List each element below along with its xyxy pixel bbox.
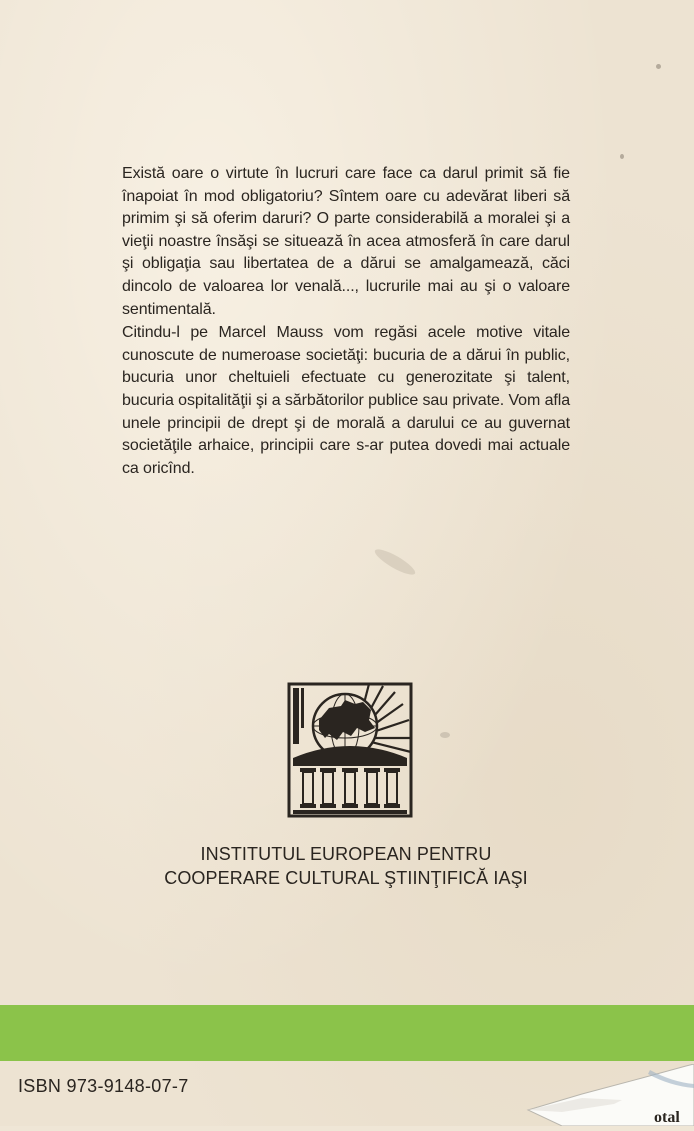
sticker-text: otal [654, 1109, 680, 1126]
europe-globe-temple-logo-icon [285, 680, 415, 820]
paper-speck [656, 64, 661, 69]
publisher-line-2: COOPERARE CULTURAL ŞTIINŢIFICĂ IAŞI [164, 868, 528, 888]
blurb-text [122, 163, 570, 480]
publisher-line-1: INSTITUTUL EUROPEAN PENTRU [200, 844, 492, 864]
blurb-paragraph-2: Citindu-l pe Marcel Mauss vom regăsi acele motive vitale cunoscute de numeroase societăţi: bucuria de a dărui în public, bucuria unor cheltuieli efectuate cu generozitate şi talent, bucuria ospitalităţii şi a sărbătorilor publice sau private. Vom afla unele principii de drept şi de morală a darului ce au guvernat societăţile arhaice, principii care s-ar putea dovedi mai actuale ca oricînd. [122, 324, 570, 477]
price-sticker-fragment [522, 1064, 694, 1126]
paper-speck [440, 732, 450, 738]
blurb-paragraph-1: Există oare o virtute în lucruri care face ca darul primit să fie înapoiat în mod obligatoriu? Sîntem oare cu adevărat liberi să primim şi să oferim daruri? O parte considerabilă a moralei şi a vieţii noastre însăşi se situează în acea atmosferă în care darul şi obligaţia sau libertatea de a dărui se amalgamează, căci dincolo de valoarea lor venală..., lucrurile mai au şi o valoare sentimentală. [122, 165, 570, 318]
isbn-label: ISBN 973-9148-07-7 [18, 1076, 189, 1096]
green-color-band [0, 1005, 694, 1061]
publisher-name [130, 842, 562, 890]
paper-speck [620, 154, 624, 159]
paper-smudge [372, 545, 418, 578]
